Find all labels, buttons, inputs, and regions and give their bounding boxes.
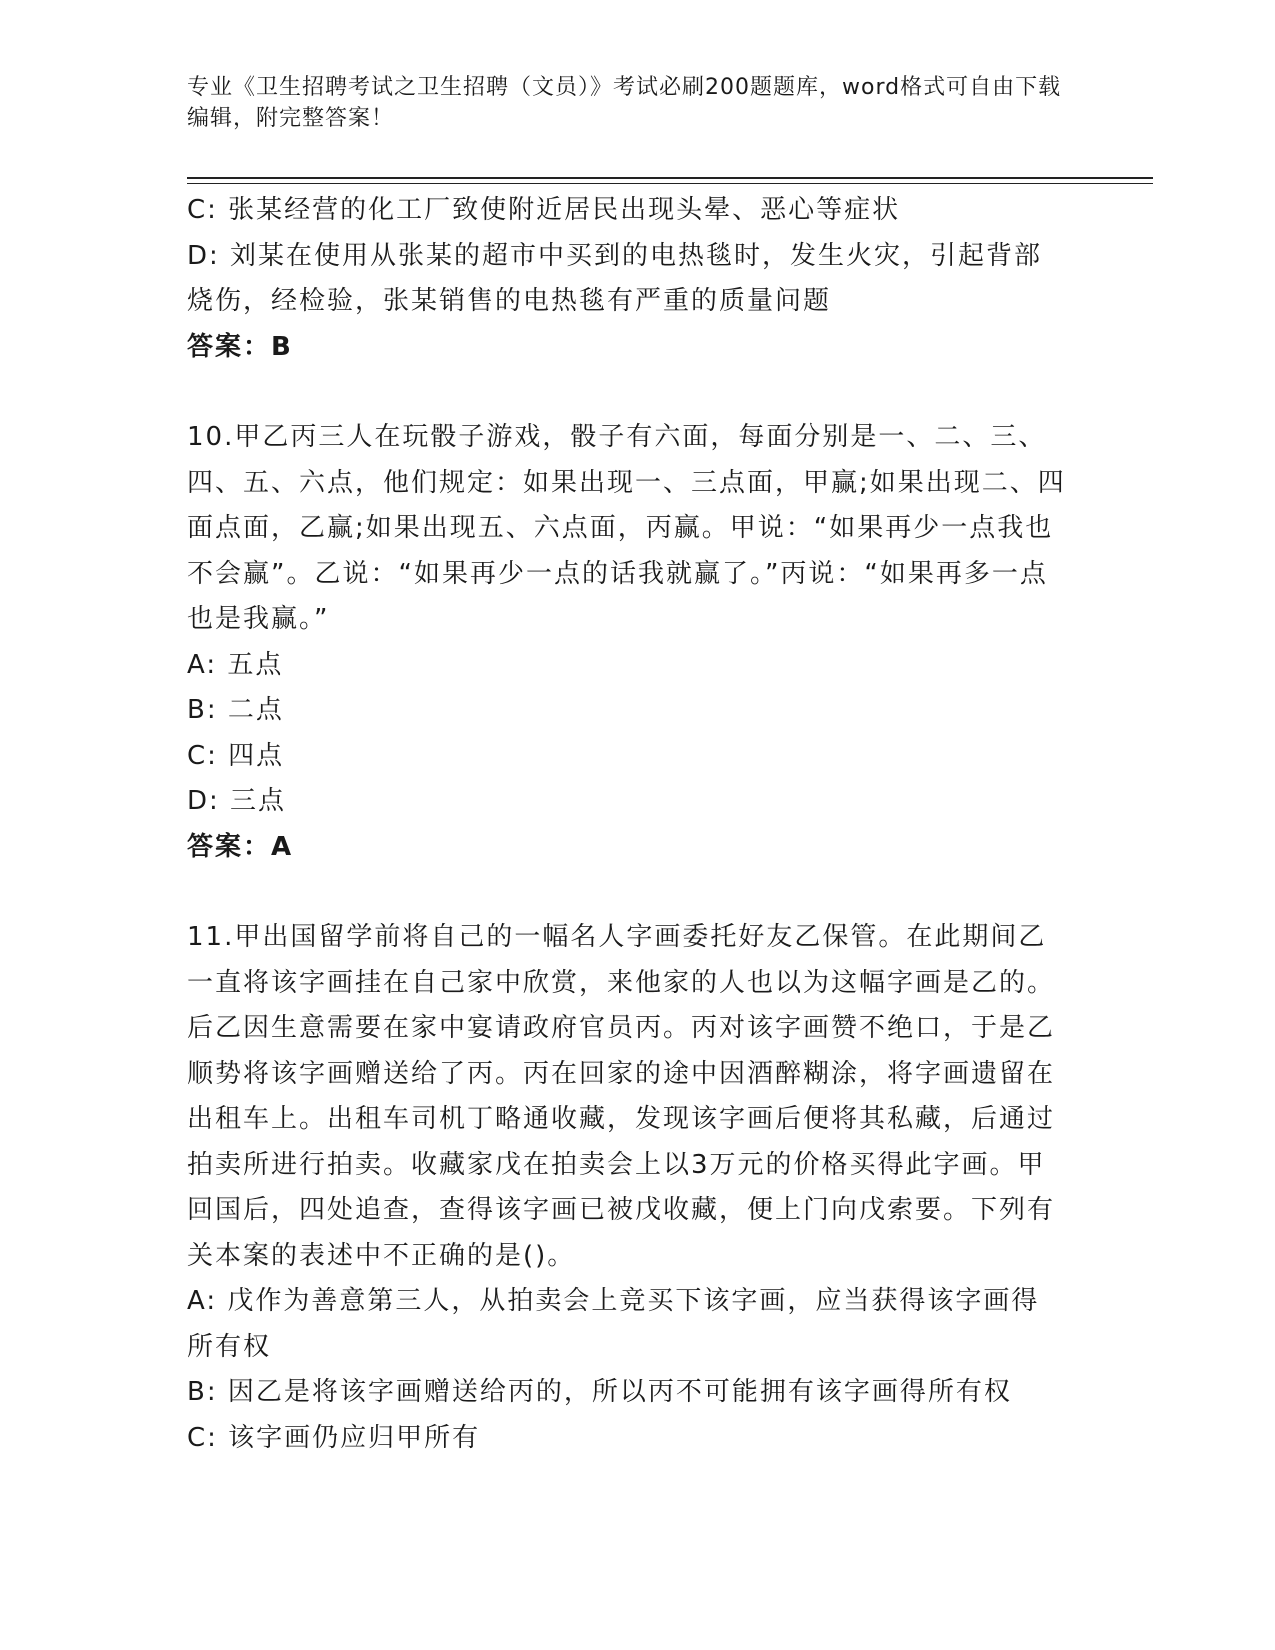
q10-option-c: C: 四点 [187,740,285,771]
header-divider-thick [187,177,1153,179]
q11-option-b: B: 因乙是将该字画赠送给丙的，所以丙不可能拥有该字画得所有权 [187,1377,1012,1407]
question-10 [187,415,1067,870]
page-header: 专业《卫生招聘考试之卫生招聘（文员）》考试必刷200题题库，word格式可自由下载编辑，附完整答案！ [187,75,1062,131]
q9-option-c: C: 张某经营的化工厂致使附近居民出现头晕、恶心等症状 [187,195,901,225]
q10-option-a: A: 五点 [187,649,284,680]
question-spacer [187,370,1067,415]
q10-answer: 答案：A [187,831,294,862]
q9-option-d: D: 刘某在使用从张某的超市中买到的电热毯时，发生火灾，引起背部烧伤，经检验，张某销售的电热毯有严重的质量问题 [187,240,1043,316]
question-content [187,188,1067,1461]
q10-option-b: B: 二点 [187,695,284,725]
q11-option-c: C: 该字画仍应归甲所有 [187,1422,481,1453]
q10-option-d: D: 三点 [187,786,287,816]
header-divider-thin [187,183,1153,184]
q11-stem: 11.甲出国留学前将自己的一幅名人字画委托好友乙保管。在此期间乙一直将该字画挂在自己家中欣赏，来他家的人也以为这幅字画是乙的。后乙因生意需要在家中宴请政府官员丙。丙对该字画赞不绝口，于是乙顺势将该字画赠送给了丙。丙在回家的途中因酒醉糊涂，将字画遗留在出租车上。出租车司机丁略通收藏，发现该字画后便将其私藏，后通过拍卖所进行拍卖。收藏家戊在拍卖会上以3万元的价格买得此字画。甲回国后，四处追查，查得该字画已被戊收藏，便上门向戊索要。下列有关本案的表述中不正确的是()。 [187,922,1056,1271]
q11-option-a: A: 戊作为善意第三人，从拍卖会上竞买下该字画，应当获得该字画得所有权 [187,1286,1040,1362]
question-9 [187,188,1067,370]
question-11 [187,915,1067,1461]
question-spacer [187,870,1067,915]
q9-answer: 答案：B [187,331,293,362]
q10-stem: 10.甲乙丙三人在玩骰子游戏，骰子有六面，每面分别是一、二、三、四、五、六点，他们规定：如果出现一、三点面，甲赢;如果出现二、四面点面，乙赢;如果出现五、六点面，丙赢。甲说：“如果再少一点我也不会赢”。乙说：“如果再少一点的话我就赢了。”丙说：“如果再多一点也是我赢。” [187,422,1066,634]
